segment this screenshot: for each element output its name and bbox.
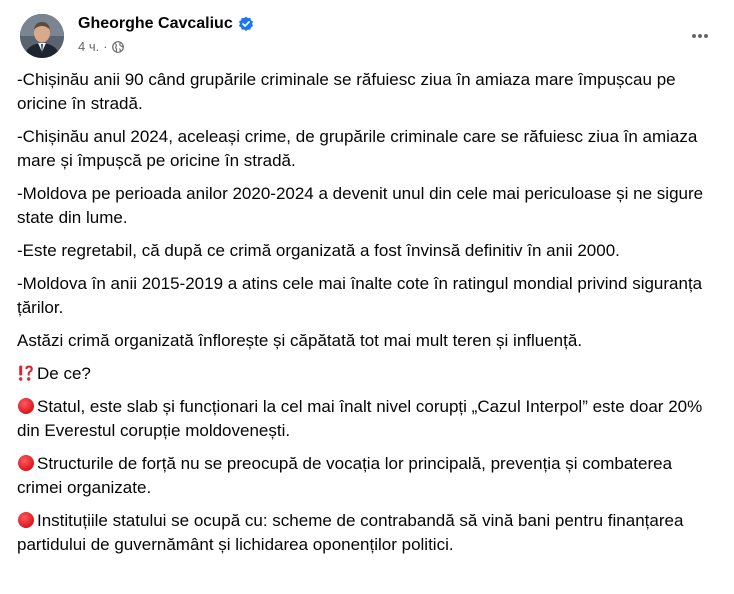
red-circle-icon: [17, 511, 35, 529]
post-paragraph-text: -Moldova pe perioada anilor 2020-2024 a devenit unul din cele mai periculoase și ne sigure state din lume.: [17, 184, 704, 227]
post-paragraph: [17, 452, 707, 500]
post-paragraph: [17, 272, 707, 320]
globe-icon: [112, 41, 124, 53]
post-paragraph: [17, 509, 707, 557]
post-paragraph: [17, 239, 707, 263]
meta-separator: ·: [103, 39, 108, 54]
author-name[interactable]: [78, 14, 254, 34]
post-paragraph-text: -Moldova în anii 2015-2019 a atins cele mai înalte cote în ratingul mondial privind siguranța țărilor.: [17, 274, 703, 317]
post-paragraph: [17, 329, 707, 353]
post-content: [17, 68, 707, 566]
post-timestamp[interactable]: 4 ч.: [78, 39, 100, 54]
exclamation-question-icon: [17, 364, 35, 382]
avatar-image: [20, 14, 64, 58]
more-options-button[interactable]: [682, 18, 718, 54]
post-paragraph-text: -Chișinău anii 90 când grupările criminale se răfuiesc ziua în amiaza mare împușcau pe oricine în stradă.: [17, 70, 676, 113]
post-paragraph: [17, 362, 707, 386]
post-paragraph: [17, 395, 707, 443]
post-meta: [78, 38, 124, 56]
post-paragraph-text: Instituțiile statului se ocupă cu: scheme de contrabandă să vină bani pentru finanțarea partidului de guvernământ și lichidarea oponenților politici.: [17, 511, 684, 554]
post-paragraph-text: -Este regretabil, că după ce crimă organizată a fost învinsă definitiv în anii 2000.: [17, 241, 620, 260]
post-paragraph-text: Astăzi crimă organizată înflorește și căpătată tot mai mult teren și influență.: [17, 331, 583, 350]
post-paragraph: [17, 125, 707, 173]
post-header: [16, 12, 718, 60]
red-circle-icon: [17, 397, 35, 415]
post-paragraph-text: -Chișinău anul 2024, aceleași crime, de grupările criminale care se răfuiesc ziua în amiaza mare și împușcă pe oricine în stradă.: [17, 127, 698, 170]
red-circle-icon: [17, 454, 35, 472]
post-paragraph: [17, 68, 707, 116]
post-paragraph: [17, 182, 707, 230]
post-paragraph-text: De ce?: [37, 364, 91, 383]
verified-badge-icon: [238, 16, 254, 32]
avatar[interactable]: [20, 14, 64, 58]
post-paragraph-text: Structurile de forță nu se preocupă de vocația lor principală, prevenția și combaterea crimei organizate.: [17, 454, 673, 497]
author-name-text[interactable]: Gheorghe Cavcaliuc: [78, 15, 233, 32]
more-horizontal-icon: [690, 26, 710, 46]
post-paragraph-text: Statul, este slab și funcționari la cel mai înalt nivel corupți „Cazul Interpol” este doar 20% din Everestul corupție moldovenești.: [17, 397, 703, 440]
